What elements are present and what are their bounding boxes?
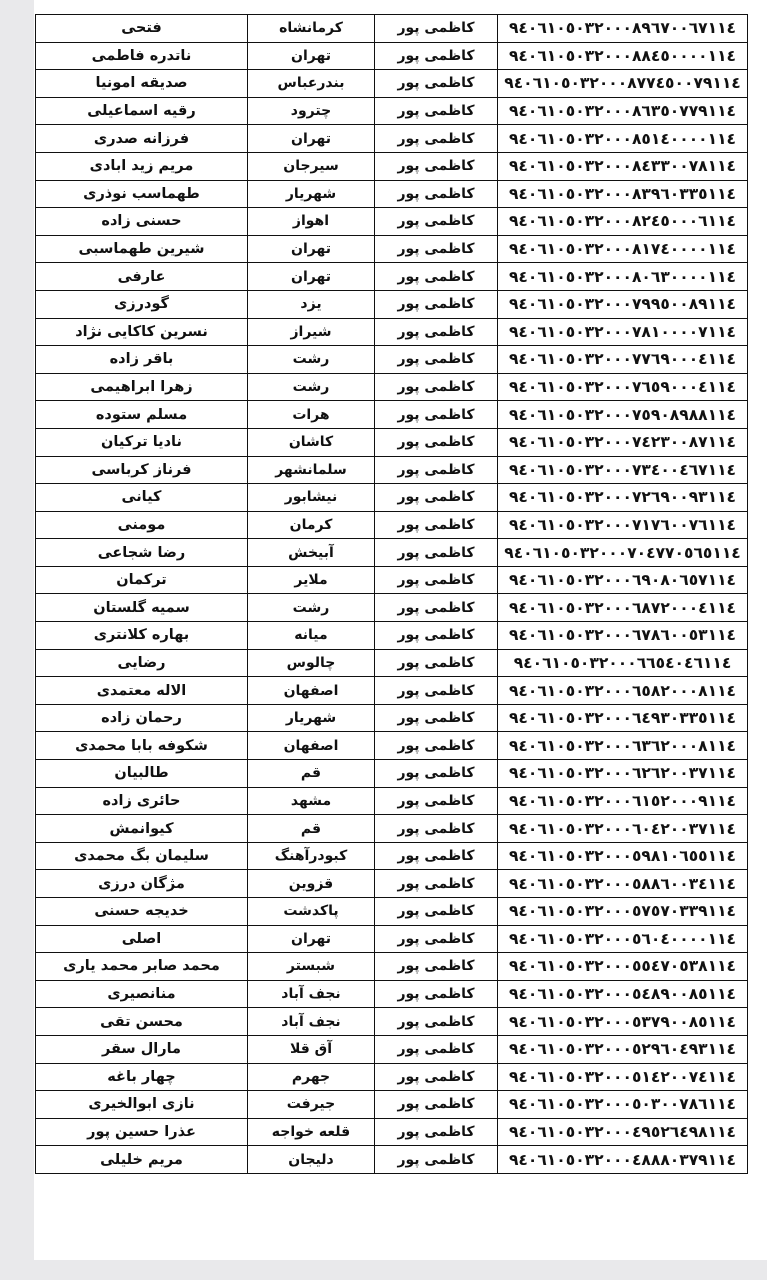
city-cell: کاشان: [248, 428, 375, 456]
account-number-cell: ٩٤٠٦١٠٥٠٣٢٠٠٠٨٨٤٥٠٠٠٠١١٤: [498, 42, 748, 70]
account-number-cell: ٩٤٠٦١٠٥٠٣٢٠٠٠٥٠٣٠٠٧٨٦١١٤: [498, 1091, 748, 1119]
accounts-table-body: [36, 15, 748, 1174]
table-row: [36, 42, 748, 70]
account-number-cell: ٩٤٠٦١٠٥٠٣٢٠٠٠٦٧٨٦٠٠٥٣١١٤: [498, 622, 748, 650]
city-cell: سیرجان: [248, 152, 375, 180]
account-number-cell: ٩٤٠٦١٠٥٠٣٢٠٠٠٥٥٤٧٠٥٣٨١١٤: [498, 953, 748, 981]
name-cell: گودرزی: [36, 290, 248, 318]
account-number-cell: ٩٤٠٦١٠٥٠٣٢٠٠٠٦٠٤٢٠٠٣٧١١٤: [498, 815, 748, 843]
account-number-cell: ٩٤٠٦١٠٥٠٣٢٠٠٠٦٣٦٢٠٠٠٨١١٤: [498, 732, 748, 760]
name-cell: رحمان زاده: [36, 704, 248, 732]
account-number-cell: ٩٤٠٦١٠٥٠٣٢٠٠٠٨٣٩٦٠٣٣٥١١٤: [498, 180, 748, 208]
surname-cell: کاظمی پور: [375, 870, 498, 898]
city-cell: رشت: [248, 346, 375, 374]
city-cell: رشت: [248, 594, 375, 622]
surname-cell: کاظمی پور: [375, 953, 498, 981]
name-cell: الاله معتمدی: [36, 677, 248, 705]
city-cell: پاکدشت: [248, 898, 375, 926]
name-cell: حائری زاده: [36, 787, 248, 815]
city-cell: تهران: [248, 925, 375, 953]
city-cell: قم: [248, 760, 375, 788]
table-row: [36, 1008, 748, 1036]
account-number-cell: ٩٤٠٦١٠٥٠٣٢٠٠٠٥٩٨١٠٦٥٥١١٤: [498, 842, 748, 870]
table-row: [36, 1063, 748, 1091]
city-cell: اهواز: [248, 208, 375, 236]
account-number-cell: ٩٤٠٦١٠٥٠٣٢٠٠٠٨٦٣٥٠٧٧٩١١٤: [498, 97, 748, 125]
account-number-cell: ٩٤٠٦١٠٥٠٣٢٠٠٠٦٤٩٣٠٣٣٥١١٤: [498, 704, 748, 732]
name-cell: مریم زید ابادی: [36, 152, 248, 180]
surname-cell: کاظمی پور: [375, 925, 498, 953]
account-number-cell: ٩٤٠٦١٠٥٠٣٢٠٠٠٦٦٥٤٠٤٦١١٤: [498, 649, 748, 677]
surname-cell: کاظمی پور: [375, 1035, 498, 1063]
city-cell: جیرفت: [248, 1091, 375, 1119]
city-cell: شیراز: [248, 318, 375, 346]
table-row: [36, 1118, 748, 1146]
account-number-cell: ٩٤٠٦١٠٥٠٣٢٠٠٠٧٨١٠٠٠٠٧١١٤: [498, 318, 748, 346]
surname-cell: کاظمی پور: [375, 70, 498, 98]
surname-cell: کاظمی پور: [375, 760, 498, 788]
surname-cell: کاظمی پور: [375, 898, 498, 926]
surname-cell: کاظمی پور: [375, 1008, 498, 1036]
account-number-cell: ٩٤٠٦١٠٥٠٣٢٠٠٠٨٢٤٥٠٠٠٦١١٤: [498, 208, 748, 236]
name-cell: نادیا ترکیان: [36, 428, 248, 456]
city-cell: آق قلا: [248, 1035, 375, 1063]
name-cell: طهماسب نوذری: [36, 180, 248, 208]
surname-cell: کاظمی پور: [375, 511, 498, 539]
table-row: [36, 842, 748, 870]
surname-cell: کاظمی پور: [375, 1091, 498, 1119]
city-cell: دلیجان: [248, 1146, 375, 1174]
city-cell: اصفهان: [248, 677, 375, 705]
city-cell: تهران: [248, 42, 375, 70]
name-cell: ناتدره فاطمی: [36, 42, 248, 70]
name-cell: مسلم ستوده: [36, 401, 248, 429]
surname-cell: کاظمی پور: [375, 290, 498, 318]
name-cell: حسنی زاده: [36, 208, 248, 236]
city-cell: بندرعباس: [248, 70, 375, 98]
name-cell: فرزانه صدری: [36, 125, 248, 153]
account-number-cell: ٩٤٠٦١٠٥٠٣٢٠٠٠٥٦٠٤٠٠٠٠١١٤: [498, 925, 748, 953]
name-cell: سمیه گلستان: [36, 594, 248, 622]
table-row: [36, 760, 748, 788]
surname-cell: کاظمی پور: [375, 732, 498, 760]
account-number-cell: ٩٤٠٦١٠٥٠٣٢٠٠٠٧١٧٦٠٠٧٦١١٤: [498, 511, 748, 539]
account-number-cell: ٩٤٠٦١٠٥٠٣٢٠٠٠٨١٧٤٠٠٠٠١١٤: [498, 235, 748, 263]
name-cell: رضا شجاعی: [36, 539, 248, 567]
surname-cell: کاظمی پور: [375, 152, 498, 180]
surname-cell: کاظمی پور: [375, 346, 498, 374]
name-cell: خدیجه حسنی: [36, 898, 248, 926]
account-number-cell: ٩٤٠٦١٠٥٠٣٢٠٠٠٧٣٤٠٠٤٦٧١١٤: [498, 456, 748, 484]
account-number-cell: ٩٤٠٦١٠٥٠٣٢٠٠٠٦٩٠٨٠٦٥٧١١٤: [498, 566, 748, 594]
surname-cell: کاظمی پور: [375, 42, 498, 70]
table-row: [36, 484, 748, 512]
table-row: [36, 732, 748, 760]
name-cell: سلیمان بگ محمدی: [36, 842, 248, 870]
name-cell: نسرین کاکایی نژاد: [36, 318, 248, 346]
city-cell: مشهد: [248, 787, 375, 815]
city-cell: رشت: [248, 373, 375, 401]
table-row: [36, 594, 748, 622]
table-row: [36, 539, 748, 567]
table-row: [36, 1035, 748, 1063]
name-cell: مومنی: [36, 511, 248, 539]
table-row: [36, 263, 748, 291]
surname-cell: کاظمی پور: [375, 180, 498, 208]
name-cell: ترکمان: [36, 566, 248, 594]
surname-cell: کاظمی پور: [375, 787, 498, 815]
city-cell: کبودرآهنگ: [248, 842, 375, 870]
surname-cell: کاظمی پور: [375, 677, 498, 705]
name-cell: عذرا حسین پور: [36, 1118, 248, 1146]
name-cell: زهرا ابراهیمی: [36, 373, 248, 401]
account-number-cell: ٩٤٠٦١٠٥٠٣٢٠٠٠٨٤٣٣٠٠٧٨١١٤: [498, 152, 748, 180]
table-row: [36, 152, 748, 180]
table-row: [36, 898, 748, 926]
table-row: [36, 1146, 748, 1174]
city-cell: کرمانشاه: [248, 15, 375, 43]
table-row: [36, 953, 748, 981]
table-row: [36, 815, 748, 843]
name-cell: شیرین طهماسبی: [36, 235, 248, 263]
account-number-cell: ٩٤٠٦١٠٥٠٣٢٠٠٠٥٢٩٦٠٤٩٣١١٤: [498, 1035, 748, 1063]
table-row: [36, 208, 748, 236]
surname-cell: کاظمی پور: [375, 484, 498, 512]
account-number-cell: ٩٤٠٦١٠٥٠٣٢٠٠٠٧٥٩٠٨٩٨٨١١٤: [498, 401, 748, 429]
city-cell: هرات: [248, 401, 375, 429]
account-number-cell: ٩٤٠٦١٠٥٠٣٢٠٠٠٤٨٨٨٠٣٧٩١١٤: [498, 1146, 748, 1174]
left-margin-strip: [0, 0, 34, 1260]
account-number-cell: ٩٤٠٦١٠٥٠٣٢٠٠٠٧٠٤٧٧٠٥٦٥١١٤: [498, 539, 748, 567]
table-row: [36, 180, 748, 208]
table-row: [36, 428, 748, 456]
table-row: [36, 125, 748, 153]
account-number-cell: ٩٤٠٦١٠٥٠٣٢٠٠٠٨٩٦٧٠٠٦٧١١٤: [498, 15, 748, 43]
table-row: [36, 346, 748, 374]
name-cell: مژگان درزی: [36, 870, 248, 898]
account-number-cell: ٩٤٠٦١٠٥٠٣٢٠٠٠٧٧٦٩٠٠٠٤١١٤: [498, 346, 748, 374]
table-row: [36, 456, 748, 484]
table-row: [36, 704, 748, 732]
surname-cell: کاظمی پور: [375, 649, 498, 677]
surname-cell: کاظمی پور: [375, 704, 498, 732]
name-cell: فتحی: [36, 15, 248, 43]
city-cell: قزوین: [248, 870, 375, 898]
surname-cell: کاظمی پور: [375, 594, 498, 622]
surname-cell: کاظمی پور: [375, 456, 498, 484]
city-cell: چالوس: [248, 649, 375, 677]
account-number-cell: ٩٤٠٦١٠٥٠٣٢٠٠٠٥٣٧٩٠٠٨٥١١٤: [498, 1008, 748, 1036]
surname-cell: کاظمی پور: [375, 1063, 498, 1091]
city-cell: جهرم: [248, 1063, 375, 1091]
surname-cell: کاظمی پور: [375, 401, 498, 429]
name-cell: اصلی: [36, 925, 248, 953]
table-row: [36, 622, 748, 650]
table-row: [36, 70, 748, 98]
surname-cell: کاظمی پور: [375, 842, 498, 870]
surname-cell: کاظمی پور: [375, 566, 498, 594]
table-row: [36, 787, 748, 815]
bottom-margin-strip: [0, 1260, 767, 1280]
account-number-cell: ٩٤٠٦١٠٥٠٣٢٠٠٠٨٧٧٤٥٠٠٧٩١١٤: [498, 70, 748, 98]
city-cell: قم: [248, 815, 375, 843]
account-number-cell: ٩٤٠٦١٠٥٠٣٢٠٠٠٥٧٥٧٠٣٣٩١١٤: [498, 898, 748, 926]
city-cell: آبیخش: [248, 539, 375, 567]
table-row: [36, 925, 748, 953]
table-row: [36, 401, 748, 429]
account-number-cell: ٩٤٠٦١٠٥٠٣٢٠٠٠٦٢٦٢٠٠٣٧١١٤: [498, 760, 748, 788]
name-cell: نازی ابوالخیری: [36, 1091, 248, 1119]
table-row: [36, 980, 748, 1008]
account-number-cell: ٩٤٠٦١٠٥٠٣٢٠٠٠٥١٤٢٠٠٧٤١١٤: [498, 1063, 748, 1091]
name-cell: بهاره کلانتری: [36, 622, 248, 650]
account-number-cell: ٩٤٠٦١٠٥٠٣٢٠٠٠٧٩٩٥٠٠٨٩١١٤: [498, 290, 748, 318]
surname-cell: کاظمی پور: [375, 208, 498, 236]
city-cell: تهران: [248, 125, 375, 153]
name-cell: رضایی: [36, 649, 248, 677]
account-number-cell: ٩٤٠٦١٠٥٠٣٢٠٠٠٦١٥٢٠٠٠٩١١٤: [498, 787, 748, 815]
city-cell: تهران: [248, 235, 375, 263]
table-row: [36, 677, 748, 705]
account-number-cell: ٩٤٠٦١٠٥٠٣٢٠٠٠٦٨٧٢٠٠٠٤١١٤: [498, 594, 748, 622]
surname-cell: کاظمی پور: [375, 373, 498, 401]
city-cell: یزد: [248, 290, 375, 318]
name-cell: محمد صابر محمد یاری: [36, 953, 248, 981]
surname-cell: کاظمی پور: [375, 97, 498, 125]
account-number-cell: ٩٤٠٦١٠٥٠٣٢٠٠٠٨٥١٤٠٠٠٠١١٤: [498, 125, 748, 153]
city-cell: چترود: [248, 97, 375, 125]
account-number-cell: ٩٤٠٦١٠٥٠٣٢٠٠٠٥٨٨٦٠٠٣٤١١٤: [498, 870, 748, 898]
city-cell: قلعه خواجه: [248, 1118, 375, 1146]
table-row: [36, 235, 748, 263]
city-cell: اصفهان: [248, 732, 375, 760]
account-number-cell: ٩٤٠٦١٠٥٠٣٢٠٠٠٧٢٦٩٠٠٩٣١١٤: [498, 484, 748, 512]
city-cell: شهریار: [248, 704, 375, 732]
table-row: [36, 97, 748, 125]
city-cell: تهران: [248, 263, 375, 291]
name-cell: کیانی: [36, 484, 248, 512]
name-cell: چهار باغه: [36, 1063, 248, 1091]
accounts-table: [35, 14, 748, 1174]
name-cell: طالبیان: [36, 760, 248, 788]
table-row: [36, 290, 748, 318]
surname-cell: کاظمی پور: [375, 15, 498, 43]
surname-cell: کاظمی پور: [375, 125, 498, 153]
table-row: [36, 318, 748, 346]
surname-cell: کاظمی پور: [375, 235, 498, 263]
account-number-cell: ٩٤٠٦١٠٥٠٣٢٠٠٠٦٥٨٢٠٠٠٨١١٤: [498, 677, 748, 705]
table-row: [36, 1091, 748, 1119]
table-row: [36, 870, 748, 898]
account-number-cell: ٩٤٠٦١٠٥٠٣٢٠٠٠٥٤٨٩٠٠٨٥١١٤: [498, 980, 748, 1008]
city-cell: نیشابور: [248, 484, 375, 512]
city-cell: ملایر: [248, 566, 375, 594]
account-number-cell: ٩٤٠٦١٠٥٠٣٢٠٠٠٧٦٥٩٠٠٠٤١١٤: [498, 373, 748, 401]
account-number-cell: ٩٤٠٦١٠٥٠٣٢٠٠٠٨٠٦٣٠٠٠٠١١٤: [498, 263, 748, 291]
city-cell: شهریار: [248, 180, 375, 208]
table-row: [36, 649, 748, 677]
surname-cell: کاظمی پور: [375, 1118, 498, 1146]
surname-cell: کاظمی پور: [375, 539, 498, 567]
surname-cell: کاظمی پور: [375, 318, 498, 346]
table-row: [36, 373, 748, 401]
surname-cell: کاظمی پور: [375, 622, 498, 650]
name-cell: مارال سقر: [36, 1035, 248, 1063]
city-cell: کرمان: [248, 511, 375, 539]
surname-cell: کاظمی پور: [375, 980, 498, 1008]
surname-cell: کاظمی پور: [375, 815, 498, 843]
name-cell: رقیه اسماعیلی: [36, 97, 248, 125]
account-number-cell: ٩٤٠٦١٠٥٠٣٢٠٠٠٧٤٢٣٠٠٨٧١١٤: [498, 428, 748, 456]
city-cell: میانه: [248, 622, 375, 650]
name-cell: شکوفه بابا محمدی: [36, 732, 248, 760]
surname-cell: کاظمی پور: [375, 428, 498, 456]
table-row: [36, 511, 748, 539]
name-cell: عارفی: [36, 263, 248, 291]
name-cell: منانصیری: [36, 980, 248, 1008]
account-number-cell: ٩٤٠٦١٠٥٠٣٢٠٠٠٤٩٥٢٦٤٩٨١١٤: [498, 1118, 748, 1146]
table-row: [36, 566, 748, 594]
city-cell: سلمانشهر: [248, 456, 375, 484]
name-cell: محسن تقی: [36, 1008, 248, 1036]
city-cell: نجف آباد: [248, 1008, 375, 1036]
city-cell: شبستر: [248, 953, 375, 981]
surname-cell: کاظمی پور: [375, 1146, 498, 1174]
name-cell: صدیقه امونیا: [36, 70, 248, 98]
name-cell: کیوانمش: [36, 815, 248, 843]
surname-cell: کاظمی پور: [375, 263, 498, 291]
name-cell: مریم خلیلی: [36, 1146, 248, 1174]
name-cell: فرناز کرباسی: [36, 456, 248, 484]
name-cell: باقر زاده: [36, 346, 248, 374]
city-cell: نجف آباد: [248, 980, 375, 1008]
table-row: [36, 15, 748, 43]
